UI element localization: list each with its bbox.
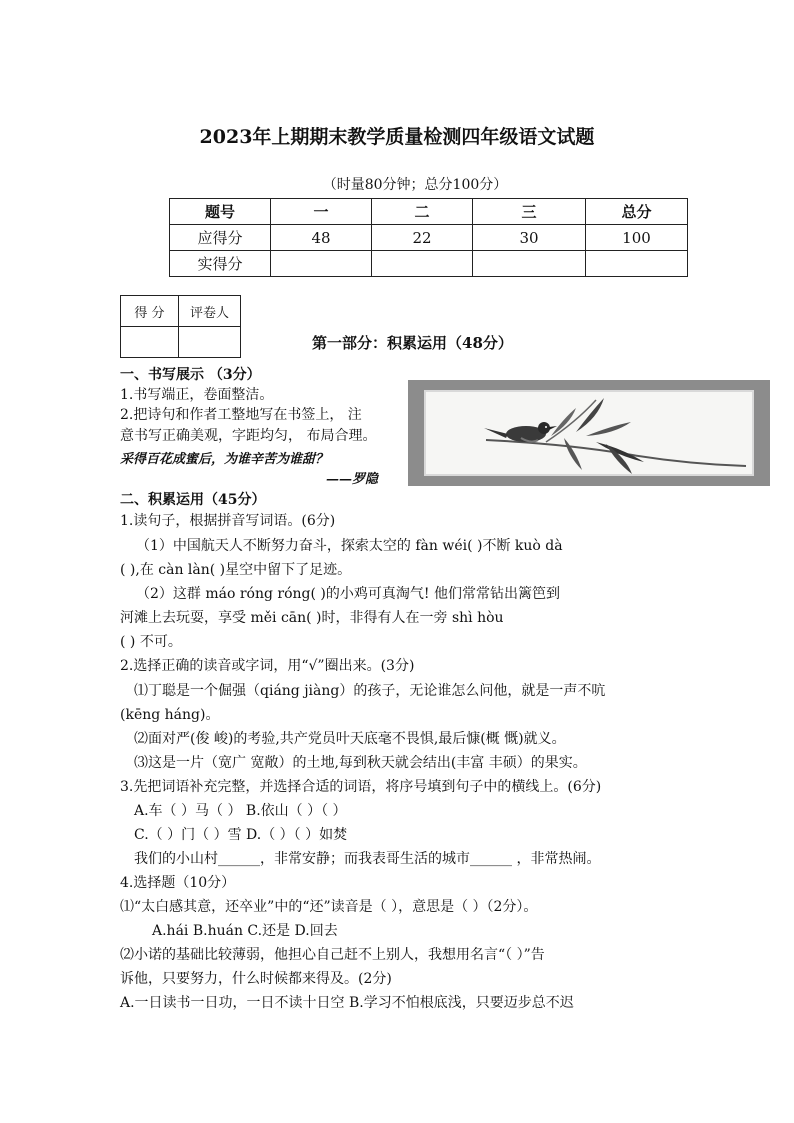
score-label: 得 分 [121,296,179,327]
score-table [169,198,688,277]
q4-options: A.hái B.huán C.还是 D.回去 [152,923,338,939]
section2-heading: 二、积累运用（45分） [120,492,266,508]
q4-options: A.一日读书一日功，一日不读十日空 B.学习不怕根底浅，只要迈步总不迟 [120,995,574,1011]
q3-line: C.（ ）门（ ）雪 D.（ ）（ ）如焚 [134,827,348,843]
q1-title: 1.读句子，根据拼音写词语。(6分) [120,513,336,529]
q1-line: ( ),在 càn làn( )星空中留下了足迹。 [120,562,352,578]
q4-line: ⑵小诺的基础比较薄弱，他担心自己赶不上别人，我想用名言“（ ）”告 [120,947,545,963]
score-cell: 30 [473,225,586,251]
bird-bamboo-painting [408,380,770,486]
table-row [170,225,688,251]
grader-box [120,295,241,358]
score-input-cell[interactable] [473,251,586,277]
table-row [170,251,688,277]
score-cell: 100 [586,225,688,251]
q2-line: ⑴丁聪是一个倔强（qiáng jiàng）的孩子，无论谁怎么问他，就是一声不吭 [134,683,606,699]
q2-title: 2.选择正确的读音或字词，用“√”圈出来。(3分) [120,658,415,674]
row-label: 实得分 [170,251,271,277]
q4-line: ⑴“太白感其意，还卒业”中的“还”读音是（ ），意思是（ ）（2分）。 [120,899,538,915]
exam-title: 2023年上期期末教学质量检测四年级语文试题 [199,126,595,148]
q2-line: ⑵面对严(俊 峻)的考验,共产党员叶天底毫不畏惧,最后慷(概 慨)就义。 [134,731,566,747]
section1-line: 意书写正确美观，字距均匀， 布局合理。 [120,428,377,444]
exam-subtitle: （时量80分钟；总分100分） [322,177,508,193]
score-blank[interactable] [121,327,179,358]
q3-title: 3.先把词语补充完整，并选择合适的词语，将序号填到句子中的横线上。(6分) [120,779,602,795]
q3-line: A.车（ ）马（ ） B.依山（ ）（ ） [134,803,347,819]
score-cell: 48 [271,225,372,251]
row-label: 应得分 [170,225,271,251]
part-one-title: 第一部分：积累运用（48分） [312,334,513,352]
q1-line: （1）中国航天人不断努力奋斗，探索太空的 fàn wéi( )不断 kuò dà [136,538,563,554]
grader-label: 评卷人 [179,296,241,327]
score-input-cell[interactable] [271,251,372,277]
q1-line: 河滩上去玩耍，享受 měi cān( )时，非得有人在一旁 shì hòu [120,610,504,626]
score-cell: 22 [372,225,473,251]
header-cell: 一 [271,199,372,225]
q4-line: 诉他，只要努力，什么时候都来得及。(2分) [120,971,392,987]
section1-heading: 一、书写展示 （3分） [120,367,261,383]
header-cell: 题号 [170,199,271,225]
q1-line: ( ) 不可。 [120,634,182,650]
score-input-cell[interactable] [372,251,473,277]
score-input-cell[interactable] [586,251,688,277]
q2-line: ⑶这是一片（宽广 宽敞）的土地,每到秋天就会结出(丰富 丰硕）的果实。 [134,755,587,771]
poem-line: 采得百花成蜜后，为谁辛苦为谁甜？ [120,452,329,467]
poem-author: ——罗隐 [326,472,379,487]
q2-line: (kēng háng)。 [120,707,220,723]
bird-bamboo-illustration [426,392,752,474]
header-cell: 三 [473,199,586,225]
q1-line: （2）这群 máo róng róng( )的小鸡可真淘气! 他们常常钻出篱笆到 [136,586,560,602]
header-cell: 总分 [586,199,688,225]
section1-line: 2.把诗句和作者工整地写在书签上， 注 [120,407,362,423]
q3-line: 我们的小山村______，非常安静；而我表哥生活的城市______ ，非常热闹。 [134,851,601,867]
header-cell: 二 [372,199,473,225]
q4-title: 4.选择题（10分） [120,875,236,891]
section1-line: 1.书写端正，卷面整洁。 [120,387,274,403]
grader-blank[interactable] [179,327,241,358]
score-table-header [170,199,688,225]
